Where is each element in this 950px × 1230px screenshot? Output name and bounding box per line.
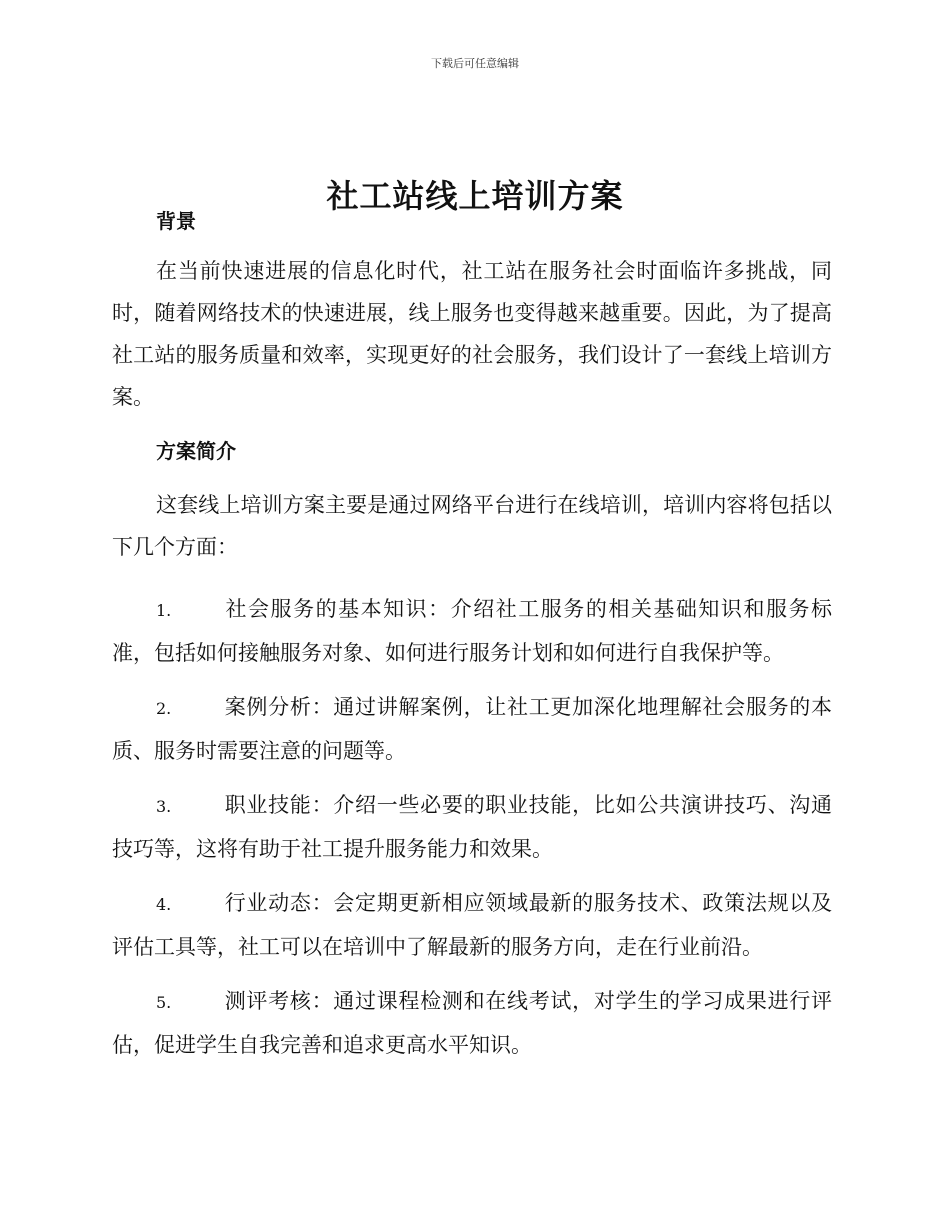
list-item	[112, 784, 832, 870]
list-item-number: 4.	[156, 895, 172, 914]
list-item-number: 5.	[156, 993, 172, 1012]
overview-paragraph: 这套线上培训方案主要是通过网络平台进行在线培训，培训内容将包括以下几个方面：	[112, 493, 832, 559]
section-heading-overview: 方案简介	[156, 439, 236, 463]
list-item	[112, 980, 832, 1066]
list-item	[112, 686, 832, 772]
list-item-text: 行业动态：会定期更新相应领域最新的服务技术、政策法规以及评估工具等，社工可以在培训中了解最新的服务方向，走在行业前沿。	[112, 891, 832, 959]
list-item-number: 3.	[156, 797, 172, 816]
list-item-number: 1.	[156, 601, 172, 620]
list-item-text: 测评考核：通过课程检测和在线考试，对学生的学习成果进行评估，促进学生自我完善和追求更高水平知识。	[112, 989, 832, 1057]
list-item-text: 案例分析：通过讲解案例，让社工更加深化地理解社会服务的本质、服务时需要注意的问题等。	[112, 695, 832, 763]
list-item-number: 2.	[156, 699, 172, 718]
list-item-text: 职业技能：介绍一些必要的职业技能，比如公共演讲技巧、沟通技巧等，这将有助于社工提升服务能力和效果。	[112, 793, 832, 861]
page-title: 社工站线上培训方案	[326, 177, 624, 216]
header-note: 下载后可任意编辑	[431, 57, 519, 70]
document-body	[112, 200, 832, 1066]
background-paragraph: 在当前快速进展的信息化时代，社工站在服务社会时面临许多挑战，同时，随着网络技术的快速进展，线上服务也变得越来越重要。因此，为了提高社工站的服务质量和效率，实现更好的社会服务，我们设计了一套线上培训方案。	[112, 259, 832, 409]
section-heading-background: 背景	[156, 209, 196, 233]
list-item-text: 社会服务的基本知识：介绍社工服务的相关基础知识和服务标准，包括如何接触服务对象、如何进行服务计划和如何进行自我保护等。	[112, 597, 832, 665]
list-item	[112, 588, 832, 674]
list-item	[112, 882, 832, 968]
